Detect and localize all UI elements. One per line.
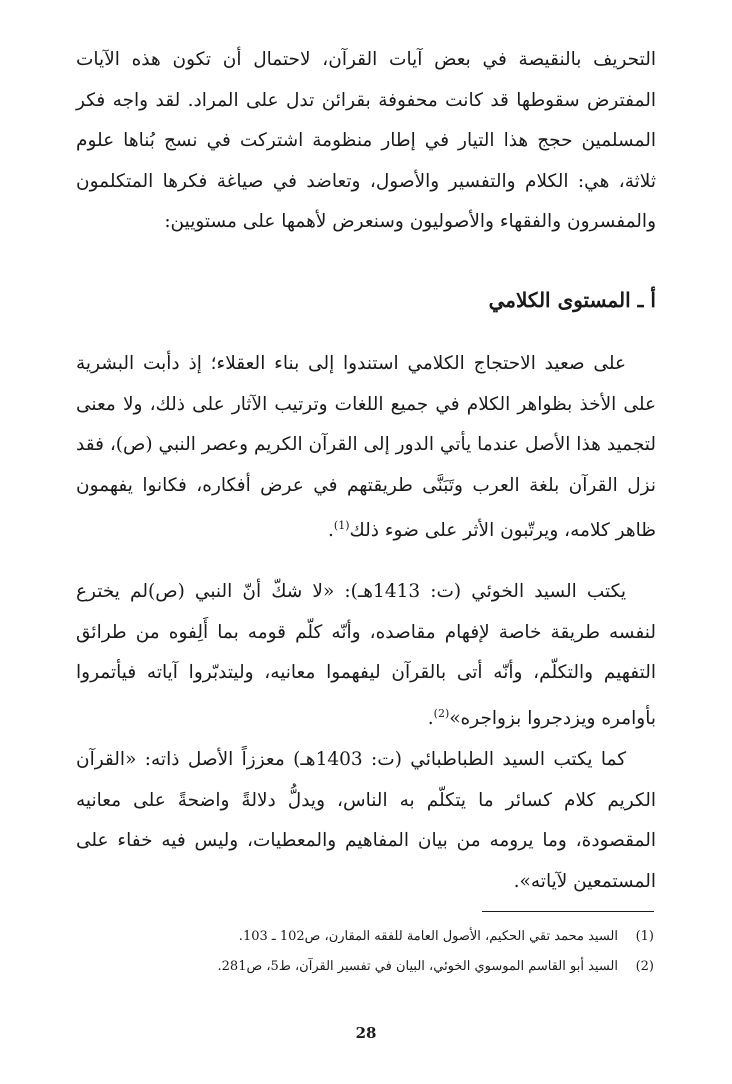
footnote-2 [114, 952, 654, 982]
paragraph-3-end: . [427, 707, 434, 729]
paragraph-4: كما يكتب السيد الطباطبائي (ت: 1403هـ) معززاً الأصل ذاته: «القرآن الكريم كلام كسائر ما يتكلّم به الناس، ويدلُّ دلالةً واضحةً على معانيه المقصودة، وما يرومه من بيان المفاهيم والمعطيات، وليس فيه خفاء على المستمعين لآياته». [76, 749, 656, 892]
section-heading: أ ـ المستوى الكلامي [488, 288, 656, 312]
footnote-number: (1) [635, 929, 654, 944]
footnote-number: (2) [635, 959, 654, 974]
paragraph-2 [76, 344, 656, 552]
paragraph-3 [76, 572, 656, 739]
paragraph-2-block [76, 344, 656, 552]
footnote-ref-1[interactable]: (1) [333, 519, 350, 532]
footnote-divider [482, 911, 654, 912]
paragraph-3-text: يكتب السيد الخوئي (ت: 1413هـ): «لا شكّ أنّ النبي (ص)لم يخترع لنفسه طريقة خاصة لإفهام مقاصده، وأنّه كلّم قومه بما أَلِفوه من طرائق التفهيم والتكلّم، وأنّه أتى بالقرآن ليفهموا معانيه، وليتدبّروا آياته فيأتمروا بأوامره ويزدجروا بزواجره» [76, 581, 656, 729]
paragraph-4-block [76, 740, 656, 902]
paragraph-3-block [76, 572, 656, 739]
paragraph-2-end: . [328, 520, 334, 542]
footnotes [114, 922, 654, 982]
footnote-text: السيد أبو القاسم الموسوي الخوئي، البيان في تفسير القرآن، ط5، ص281. [217, 959, 618, 974]
paragraph-2-text: على صعيد الاحتجاج الكلامي استندوا إلى بناء العقلاء؛ إذ دأبت البشرية على الأخذ بظواهر الكلام في جميع اللغات وترتيب الآثار على ذلك، ولا معنى لتجميد هذا الأصل عندما يأتي الدور إلى القرآن الكريم وعصر النبي (ص)، فقد نزل القرآن بلغة العرب وتَبَنَّى طريقتهم في عرض أفكاره، فكانوا يفهمون ظاهر كلامه، ويرتّبون الأثر على ضوء ذلك [76, 353, 656, 542]
footnote-ref-2[interactable]: (2) [433, 706, 450, 720]
paragraph-1: التحريف بالنقيصة في بعض آيات القرآن، لاحتمال أن تكون هذه الآيات المفترض سقوطها قد كانت محفوفة بقرائن تدل على المراد. لقد واجه فكر المسلمين حجج هذا التيار في إطار منظومة اشتركت في نسج بُناها علوم ثلاثة، هي: الكلام والتفسير والأصول، وتعاضد في صياغة فكرها المتكلمون والمفسرون والفقهاء والأصوليون وسنعرض لأهمها على مستويين: [76, 49, 656, 232]
footnote-text: السيد محمد تقي الحكيم، الأصول العامة للفقه المقارن، ص102 ـ 103. [238, 929, 618, 944]
paragraph-1-block [76, 40, 656, 243]
page-number: 28 [355, 1024, 377, 1042]
footnote-1 [114, 922, 654, 952]
